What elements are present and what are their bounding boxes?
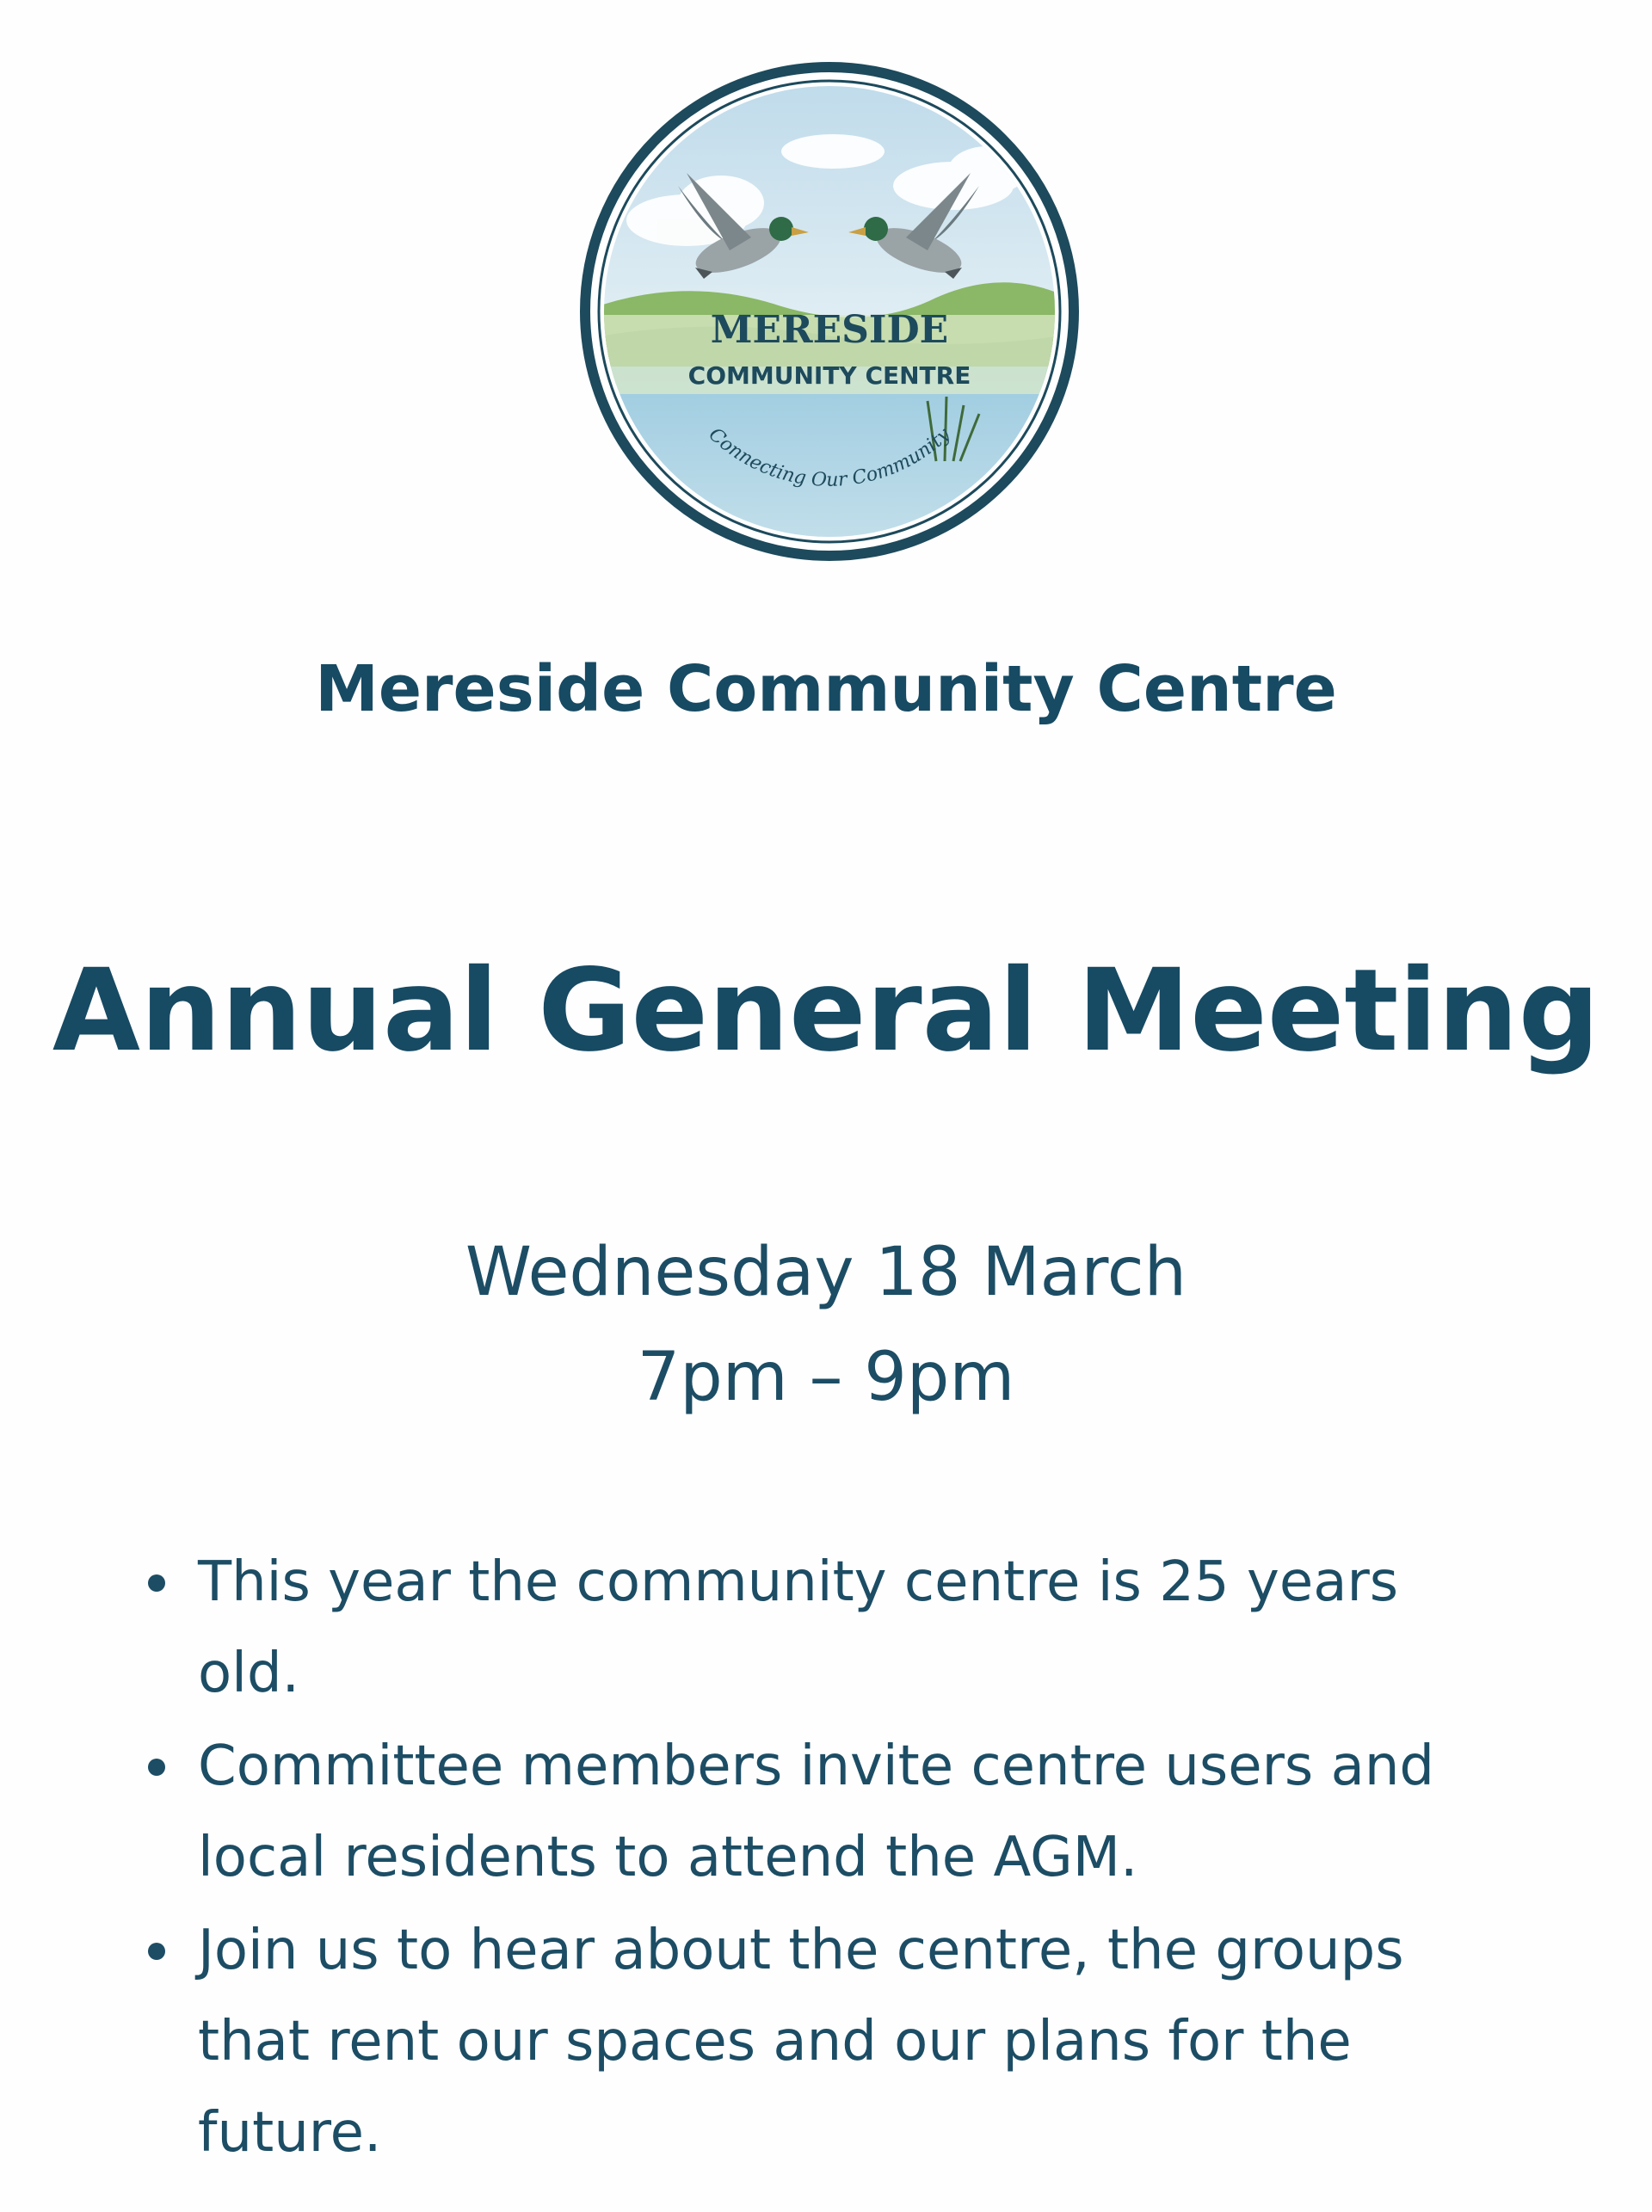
logo-tagline: Connecting Our Community bbox=[704, 423, 955, 491]
event-time: 7pm – 9pm bbox=[637, 1339, 1015, 1416]
event-date: Wednesday 18 March bbox=[465, 1234, 1187, 1311]
page-title: Annual General Meeting bbox=[52, 945, 1600, 1077]
list-item-line: old. bbox=[198, 1642, 299, 1705]
list-item-line: future. bbox=[198, 2101, 382, 2165]
bullet-icon bbox=[148, 1943, 165, 1960]
community-centre-logo bbox=[575, 57, 1084, 566]
list-item-line: Join us to hear about the centre, the groups bbox=[198, 1919, 1404, 1982]
bullet-icon bbox=[148, 1574, 165, 1592]
list-item bbox=[148, 1905, 1559, 2178]
list-item-line: Committee members invite centre users and bbox=[198, 1734, 1434, 1798]
info-list bbox=[148, 1537, 1559, 2180]
list-item bbox=[148, 1721, 1559, 1903]
list-item-line: This year the community centre is 25 years bbox=[198, 1550, 1399, 1614]
logo-middle-text: COMMUNITY CENTRE bbox=[687, 361, 971, 390]
ducks-lake-logo-icon bbox=[575, 57, 1084, 566]
bullet-icon bbox=[148, 1759, 165, 1776]
list-item bbox=[148, 1537, 1559, 1719]
organisation-name: Mereside Community Centre bbox=[315, 652, 1337, 726]
list-item-line: that rent our spaces and our plans for the bbox=[198, 2010, 1352, 2073]
list-item-line: local residents to attend the AGM. bbox=[198, 1826, 1138, 1889]
event-datetime bbox=[0, 1220, 1652, 1430]
logo-top-text: MERESIDE bbox=[710, 308, 949, 352]
